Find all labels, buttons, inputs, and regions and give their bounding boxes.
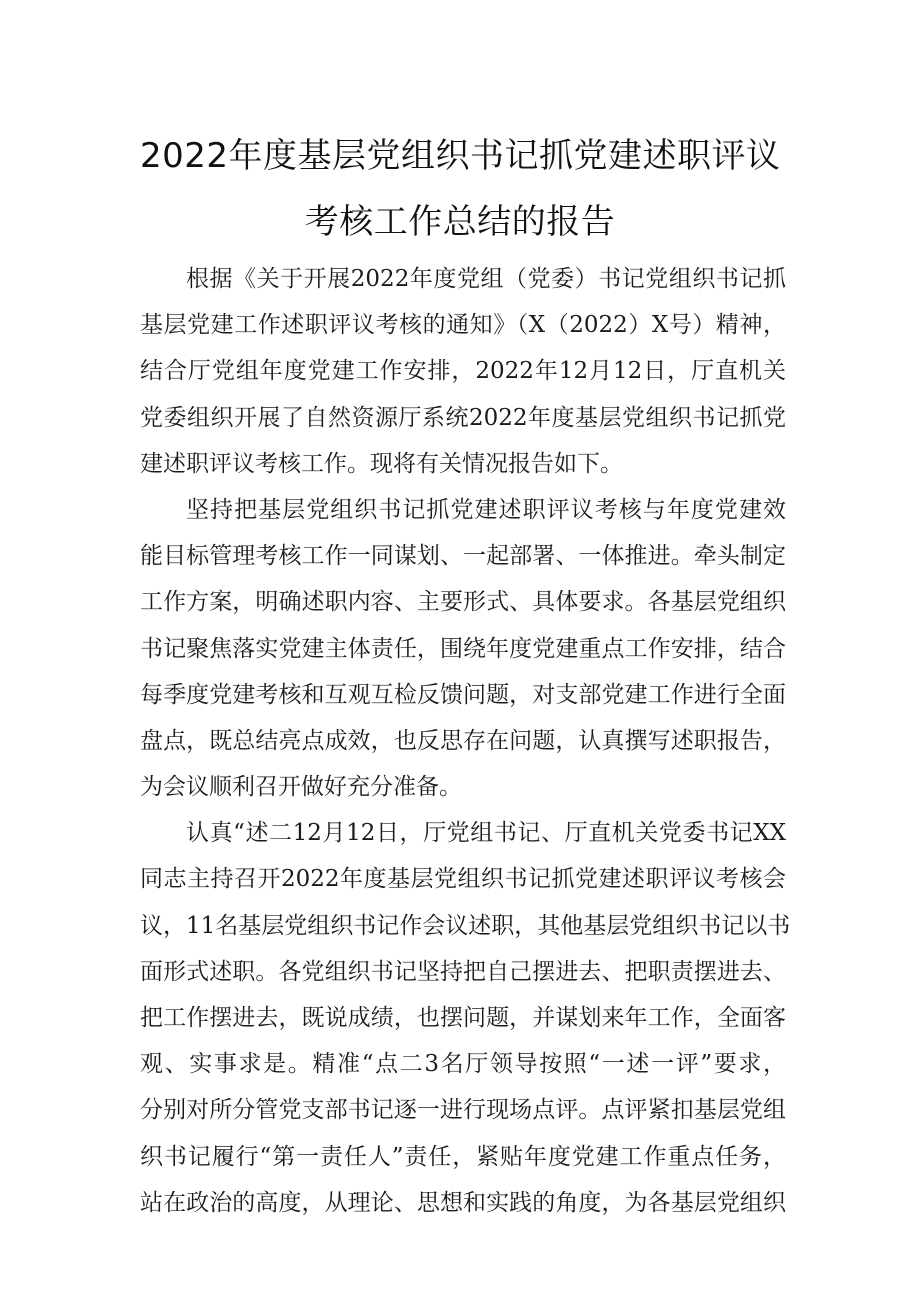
paragraph-2-line: 能目标管理考核工作一同谋划、一起部署、一体推进。牵头制定 — [140, 543, 786, 570]
paragraph-3-line: 织书记履行“第一责任人”责任，紧贴年度党建工作重点任务， — [140, 1143, 786, 1170]
paragraph-1-line: 党委组织开展了自然资源厅系统2022年度基层党组织书记抓党 — [140, 404, 786, 431]
document-title-line-1: 2022年度基层党组织书记抓党建述职评议 — [140, 136, 781, 176]
paragraph-3-line: 认真“述二12月12日，厅党组书记、厅直机关党委书记XX — [186, 820, 786, 847]
paragraph-3-line: 观、实事求是。精准“点二3名厅领导按照“一述一评”要求， — [140, 1051, 786, 1078]
paragraph-3-line: 把工作摆进去，既说成绩，也摆问题，并谋划来年工作，全面客 — [140, 1005, 786, 1031]
paragraph-3-line: 同志主持召开2022年度基层党组织书记抓党建述职评议考核会 — [140, 866, 786, 893]
document-body — [140, 256, 791, 1226]
document-title-line-2: 考核工作总结的报告 — [304, 202, 616, 242]
paragraph-2-line: 为会议顺利召开做好充分准备。 — [140, 774, 462, 801]
paragraph-2-line: 书记聚焦落实党建主体责任，围绕年度党建重点工作安排，结合 — [140, 635, 786, 662]
paragraph-2-line: 坚持把基层党组织书记抓党建述职评议考核与年度党建效 — [186, 496, 786, 523]
paragraph-1-line: 建述职评议考核工作。现将有关情况报告如下。 — [140, 450, 623, 477]
paragraph-3-line: 议，11名基层党组织书记作会议述职，其他基层党组织书记以书 — [140, 912, 791, 939]
paragraph-1-line: 根据《关于开展2022年度党组（党委）书记党组织书记抓 — [186, 266, 786, 292]
paragraph-1-line: 结合厅党组年度党建工作安排，2022年12月12日，厅直机关 — [140, 358, 786, 385]
paragraph-2-line: 盘点，既总结亮点成效，也反思存在问题，认真撰写述职报告， — [140, 727, 786, 754]
paragraph-2-line: 每季度党建考核和互观互检反馈问题，对支部党建工作进行全面 — [140, 681, 786, 708]
paragraph-1-line: 基层党建工作述职评议考核的通知》（X（2022）X号）精神， — [140, 312, 786, 339]
paragraph-3-line: 分别对所分管党支部书记逐一进行现场点评。点评紧扣基层党组 — [140, 1097, 786, 1124]
paragraph-3-line: 站在政治的高度，从理论、思想和实践的角度，为各基层党组织 — [140, 1189, 786, 1216]
paragraph-3-line: 面形式述职。各党组织书记坚持把自己摆进去、把职责摆进去、 — [140, 958, 786, 985]
paragraph-2-line: 工作方案，明确述职内容、主要形式、具体要求。各基层党组织 — [140, 589, 786, 616]
